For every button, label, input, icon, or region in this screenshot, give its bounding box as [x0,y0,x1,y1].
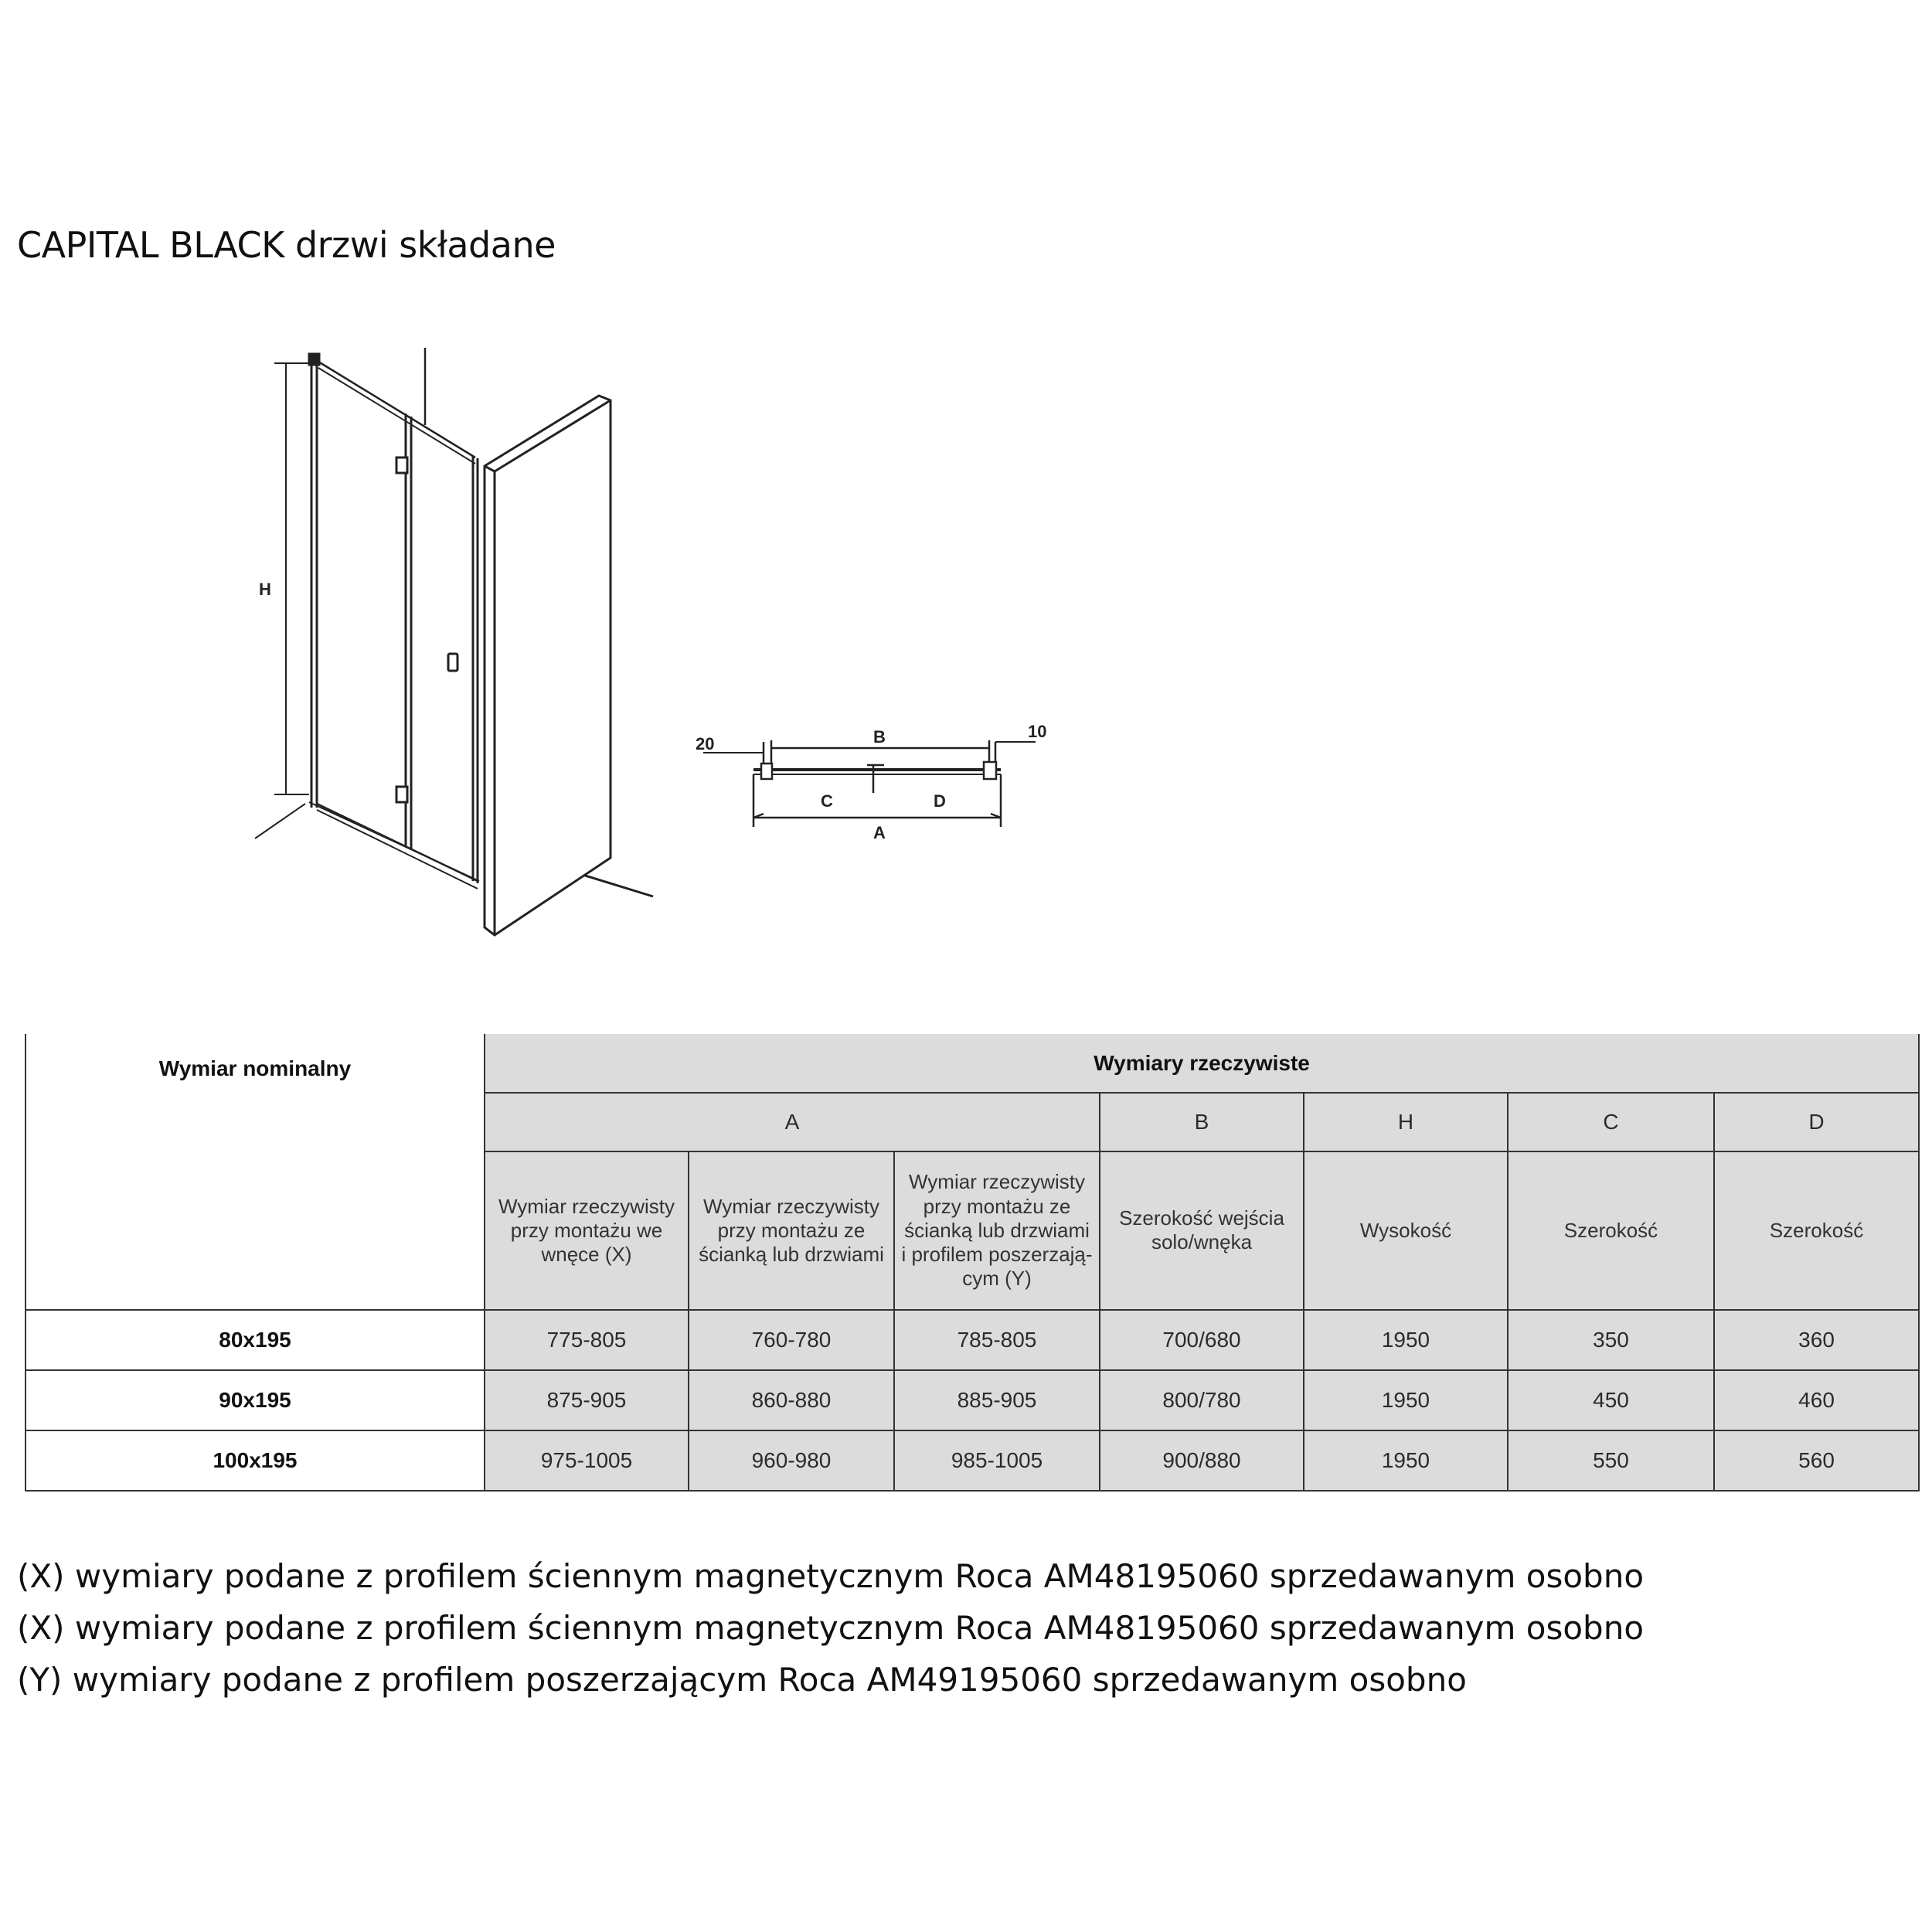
footnote: (X) wymiary podane z profilem ściennym magnetycznym Roca AM48195060 sprzedawanym osobno [17,1557,1645,1595]
plan-view-drawing [688,719,1066,842]
table-cell: 460 [1714,1370,1919,1430]
table-cell: 860-880 [689,1370,894,1430]
table-cell: 985-1005 [894,1430,1100,1491]
group-header-d: D [1714,1093,1919,1151]
subheader-d: Szerokość [1714,1151,1919,1309]
plan-label-b: B [873,727,886,747]
table-cell: 960-980 [689,1430,894,1491]
plan-label-a: A [873,823,886,842]
table-cell: 350 [1508,1310,1714,1370]
group-header-b: B [1100,1093,1304,1151]
plan-label-d: D [934,791,946,811]
table-cell: 360 [1714,1310,1919,1370]
table-cell: 800/780 [1100,1370,1304,1430]
table-cell: 550 [1508,1430,1714,1491]
row-nominal: 100x195 [26,1430,485,1491]
row-nominal: 90x195 [26,1370,485,1430]
table-cell: 560 [1714,1430,1919,1491]
table-cell: 1950 [1304,1310,1508,1370]
page-title: CAPITAL BLACK drzwi składane [17,224,556,266]
table-cell: 875-905 [485,1370,689,1430]
table-cell: 785-805 [894,1310,1100,1370]
table-cell: 760-780 [689,1310,894,1370]
plan-label-left-gap: 20 [696,734,715,753]
table-row [26,1310,1919,1370]
subheader-b: Szerokość wejścia solo/wnęka [1100,1151,1304,1309]
nominal-header: Wymiar nominalny [26,1034,485,1310]
table-cell: 450 [1508,1370,1714,1430]
subheader-h: Wysokość [1304,1151,1508,1309]
table-cell: 700/680 [1100,1310,1304,1370]
subheader-c: Szerokość [1508,1151,1714,1309]
footnote: (X) wymiary podane z profilem ściennym magnetycznym Roca AM48195060 sprzedawanym osobno [17,1609,1645,1647]
shower-door-drawing [232,340,665,943]
table-cell: 775-805 [485,1310,689,1370]
table-row [26,1370,1919,1430]
group-header-h: H [1304,1093,1508,1151]
height-label: H [259,580,271,599]
plan-label-right-gap: 10 [1028,722,1047,741]
table-cell: 975-1005 [485,1430,689,1491]
footnotes [17,1550,1644,1706]
group-header-a: A [485,1093,1100,1151]
footnote: (Y) wymiary podane z profilem poszerzającym Roca AM49195060 sprzedawanym osobno [17,1661,1467,1699]
table-row [26,1430,1919,1491]
dimensions-table [25,1034,1920,1492]
plan-label-c: C [821,791,833,811]
table-cell: 1950 [1304,1370,1508,1430]
row-nominal: 80x195 [26,1310,485,1370]
table-cell: 900/880 [1100,1430,1304,1491]
subheader-a-niche: Wymiar rzeczywisty przy montażu we wnęce (X) [485,1151,689,1309]
subheader-a-wall: Wymiar rzeczywisty przy montażu ze ścianką lub drzwiami [689,1151,894,1309]
actual-header: Wymiary rzeczywiste [485,1034,1919,1093]
table-cell: 1950 [1304,1430,1508,1491]
group-header-c: C [1508,1093,1714,1151]
table-cell: 885-905 [894,1370,1100,1430]
subheader-a-extension: Wymiar rzeczywisty przy montażu ze ścianką lub drzwiami i profilem poszerzają-cym (Y) [894,1151,1100,1309]
